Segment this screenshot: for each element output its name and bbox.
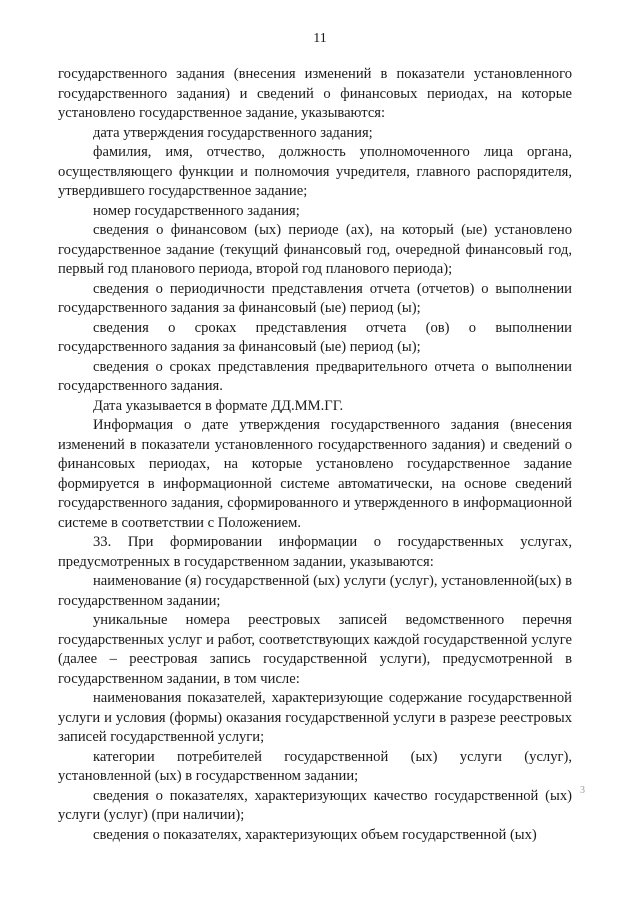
paragraph: дата утверждения государственного задания; (93, 124, 373, 141)
paragraph: номер государственного задания; (93, 202, 300, 219)
document-body (58, 65, 572, 845)
paragraph: наименование (я) государственной (ых) услуги (услуг), установленной(ых) в государственном задании; (58, 573, 572, 609)
paragraph: сведения о финансовом (ых) периоде (ах), на который (ые) установлено государственное задание (текущий финансовый год, очередной финансовый год, первый год планового периода, второй год планового периода); (58, 222, 572, 277)
paragraph: государственного задания (внесения изменений в показатели установленного государственного задания) и сведений о финансовых периодах, на которые установлено государственное задание, указываются: (58, 66, 572, 121)
paragraph: наименования показателей, характеризующие содержание государственной услуги и условия (формы) оказания государственной услуги в разрезе реестровых записей государственной услуги; (58, 690, 572, 745)
paragraph: Дата указывается в формате ДД.ММ.ГГ. (93, 397, 344, 414)
paragraph: фамилия, имя, отчество, должность уполномоченного лица органа, осуществляющего функции и полномочия учредителя, главного распорядителя, утвердившего государственное задание; (58, 144, 572, 199)
paragraph: сведения о периодичности представления отчета (отчетов) о выполнении государственного задания за финансовый (ые) период (ы); (58, 280, 572, 316)
margin-mark: 3 (580, 785, 585, 796)
paragraph: Информация о дате утверждения государственного задания (внесения изменений в показатели установленного государственного задания) и сведений о финансовых периодах, на которые установлено государственное задание формируется в информационной системе автоматически, на основе сведений государственного задания, сформированного и утвержденного в информационной системе в соответствии с Положением. (58, 417, 572, 531)
page-number: 11 (313, 31, 327, 46)
paragraph: 33. При формировании информации о государственных услугах, предусмотренных в государственном задании, указываются: (58, 534, 572, 570)
paragraph: уникальные номера реестровых записей ведомственного перечня государственных услуг и работ, соответствующих каждой государственной услуге (далее – реестровая запись государственной услуги), предусмотренной в государственном задании, в том числе: (58, 612, 572, 687)
paragraph: сведения о сроках представления отчета (ов) о выполнении государственного задания за финансовый (ые) период (ы); (58, 319, 572, 355)
paragraph: сведения о сроках представления предварительного отчета о выполнении государственного задания. (58, 358, 572, 394)
paragraph: сведения о показателях, характеризующих качество государственной (ых) услуги (услуг) (при наличии); (58, 787, 572, 823)
paragraph: сведения о показателях, характеризующих объем государственной (ых) (93, 826, 537, 843)
paragraph: категории потребителей государственной (ых) услуги (услуг), установленной (ых) в государственном задании; (58, 748, 572, 784)
